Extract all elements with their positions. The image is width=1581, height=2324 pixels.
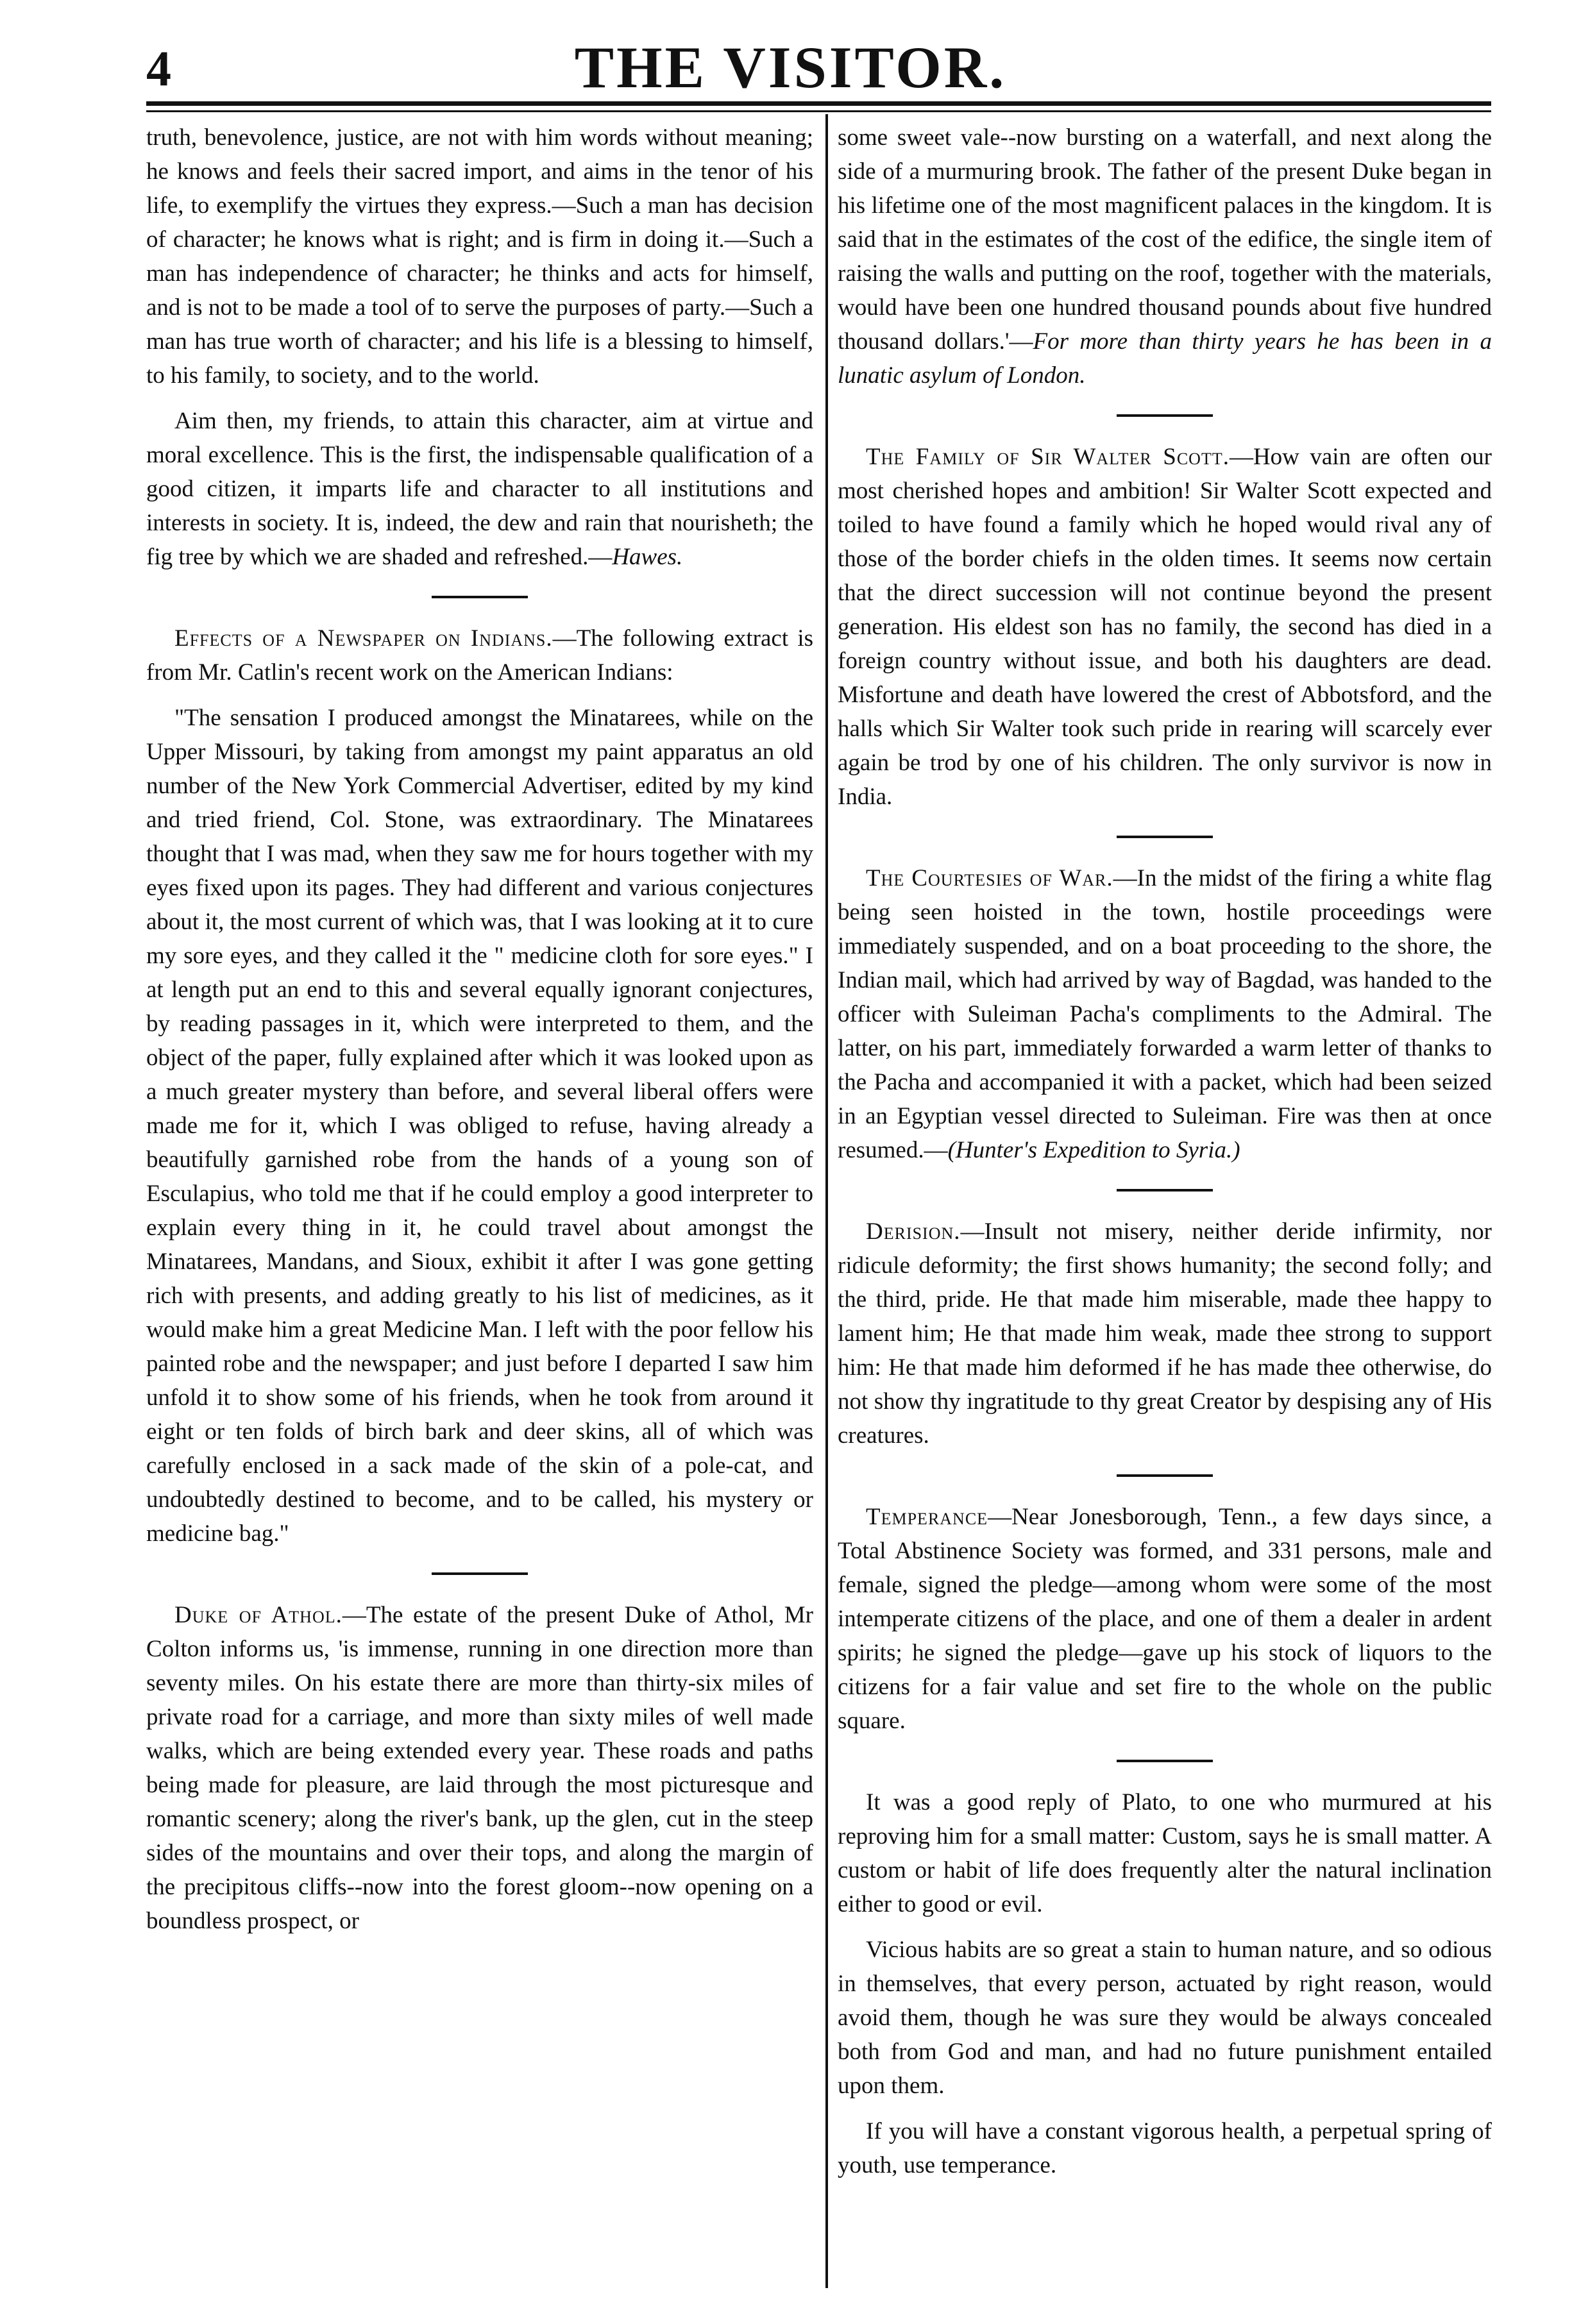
- paragraph-text: —Insult not misery, neither deride infirmity, nor ridicule deformity; the first shows humanity; the second folly; and the third, pride. He that made him miserable, made thee happy to lament him; He that made him weak, made thee strong to support him: He that made him deformed if he has made thee otherwise, do not show thy ingratitude to thy great Creator by despising any of His creatures.: [838, 1218, 1492, 1449]
- source-credit: (Hunter's Expedition to Syria.): [947, 1137, 1240, 1163]
- article-intro: —The following extract is from Mr. Catlin's recent work on the American Indians:: [146, 625, 813, 686]
- article-heading: Derision.: [866, 1218, 961, 1245]
- section-separator: [1117, 1474, 1213, 1477]
- article-heading: The Courtesies of War.: [866, 865, 1113, 891]
- paragraph-text: —The estate of the present Duke of Athol, Mr Colton informs us, 'is immense, running in one direction more than seventy miles. On his estate there are more than thirty-six miles of private road for a carriage, and more than sixty miles of well made walks, which are being extended every year. These roads and paths being made for pleasure, are laid through the most picturesque and romantic scenery; along the river's bank, up the glen, cut in the steep sides of the mountains and over their tops, and along the margin of the precipitous cliffs--now into the forest gloom--now opening on a boundless prospect, or: [146, 1602, 813, 1934]
- article-courtesies-of-war: [838, 861, 1492, 1167]
- article-note: For more than thirty years he has been in a lunatic asylum of London.: [838, 328, 1492, 389]
- section-separator: [1117, 1760, 1213, 1762]
- column-divider: [825, 114, 828, 2288]
- masthead-rule: [146, 101, 1491, 106]
- page-number: 4: [146, 40, 171, 96]
- paragraph-plato: [838, 1785, 1492, 1921]
- masthead: THE VISITOR.: [574, 35, 1007, 100]
- article-paragraph: [146, 404, 813, 574]
- article-continuation: [146, 121, 813, 392]
- article-temperance: [838, 1500, 1492, 1738]
- paragraph-text: —Near Jonesborough, Tenn., a few days since, a Total Abstinence Society was formed, and 331 persons, male and female, signed the pledge—among whom were some of the most intemperate citizens of the place, and one of them a dealer in ardent spirits; he signed the pledge—gave up his stock of liquors to the citizens for a fair value and set fire to the whole on the public square.: [838, 1504, 1492, 1734]
- article-heading: The Family of Sir Walter Scott.: [866, 444, 1230, 470]
- paragraph-text: some sweet vale--now bursting on a waterfall, and next along the side of a murmuring brook. The father of the present Duke began in his lifetime one of the most magnificent palaces in the kingdom. It is said that in the estimates of the cost of the edifice, the single item of raising the walls and putting on the roof, together with the materials, would have been one hundred thousand pounds about five hundred thousand dollars.'—: [838, 124, 1492, 355]
- paragraph-text: It was a good reply of Plato, to one who murmured at his reproving him for a small matter: Custom, says he is small matter. A custom or habit of life does frequently alter the natural inclination either to good or evil.: [838, 1789, 1492, 1917]
- article-newspaper-indians: [146, 621, 813, 689]
- paragraph-vicious-habits: [838, 1933, 1492, 2103]
- masthead-rule-thin: [146, 110, 1491, 112]
- section-separator: [1117, 1189, 1213, 1191]
- paragraph-text: —In the midst of the firing a white flag being seen hoisted in the town, hostile proceedings were immediately suspended, and on a boat proceeding to the shore, the Indian mail, which had arrived by way of Bagdad, was handed to the officer with Suleiman Pacha's compliments to the Admiral. The latter, on his part, immediately forwarded a warm letter of thanks to the Pacha and accompanied it with a packet, which had been seized in an Egyptian vessel directed to Suleiman. Fire was then at once resumed.—: [838, 865, 1492, 1163]
- author-credit: Hawes.: [612, 544, 683, 570]
- article-duke-of-athol: [146, 1598, 813, 1938]
- left-column: [146, 121, 813, 1949]
- paragraph-text: —How vain are often our most cherished hopes and ambition! Sir Walter Scott expected and toiled to have found a family which he hoped would rival any of those of the border chiefs in the olden times. It seems now certain that the direct succession will not continue beyond the present generation. His eldest son has no family, the second has died in a foreign country without issue, and both his daughters are dead. Misfortune and death have lowered the crest of Abbotsford, and the halls which Sir Walter took such pride in rearing will scarcely ever again be trod by one of his children. The only survivor is now in India.: [838, 444, 1492, 810]
- paragraph-text: "The sensation I produced amongst the Minatarees, while on the Upper Missouri, by taking from amongst my paint apparatus an old number of the New York Commercial Advertiser, edited by my kind and tried friend, Col. Stone, was extraordinary. The Minatarees thought that I was mad, when they saw me for hours together with my eyes fixed upon its pages. They had different and various conjectures about it, the most current of which was, that I was looking at it to cure my sore eyes, and they called it the " medicine cloth for sore eyes." I at length put an end to this and several equally ignorant conjectures, by reading passages in it, which were interpreted to them, and the object of the paper, fully explained after which it was looked upon as a much greater mystery than before, and several liberal offers were made me for it, which I was obliged to refuse, having already a beautifully garnished robe from the hands of a young son of Esculapius, who told me that if he could employ a good interpreter to explain every thing in it, he could travel about amongst the Minatarees, Mandans, and Sioux, exhibit it after I was gone getting rich with presents, and adding greatly to his list of medicines, as it would make him a great Medicine Man. I left with the poor fellow his painted robe and the newspaper; and just before I departed I saw him unfold it to show some of his friends, when he took from around it eight or ten folds of birch bark and deer skins, all of which was carefully enclosed in a sack made of the skin of a pole-cat, and undoubtedly destined to become, and to be called, his mystery or medicine bag.": [146, 705, 813, 1547]
- section-separator: [1117, 414, 1213, 417]
- right-column: [838, 121, 1492, 2194]
- article-heading: Effects of a Newspaper on Indians.: [174, 625, 553, 652]
- section-separator: [1117, 836, 1213, 838]
- article-derision: [838, 1215, 1492, 1453]
- article-continuation: [838, 121, 1492, 392]
- section-separator: [432, 1572, 528, 1575]
- article-quote: [146, 701, 813, 1551]
- article-heading: Duke of Athol.: [174, 1602, 342, 1628]
- section-separator: [432, 596, 528, 598]
- article-walter-scott: [838, 440, 1492, 814]
- paragraph-text: If you will have a constant vigorous health, a perpetual spring of youth, use temperance.: [838, 2118, 1492, 2178]
- paragraph-text: Aim then, my friends, to attain this character, aim at virtue and moral excellence. This is the first, the indispensable qualification of a good citizen, it imparts life and character to all institutions and interests in society. It is, indeed, the dew and rain that nourisheth; the fig tree by which we are shaded and refreshed.—: [146, 408, 813, 570]
- article-heading: Temperance: [866, 1504, 988, 1530]
- paragraph-text: Vicious habits are so great a stain to human nature, and so odious in themselves, that every person, actuated by right reason, would avoid them, though he was sure they would be always concealed both from God and man, and had no future punishment entailed upon them.: [838, 1937, 1492, 2099]
- paragraph-text: truth, benevolence, justice, are not with him words without meaning; he knows and feels their sacred import, and aims in the tenor of his life, to exemplify the virtues they express.—Such a man has decision of character; he knows what is right; and is firm in doing it.—Such a man has independence of character; he thinks and acts for himself, and is not to be made a tool of to serve the purposes of party.—Such a man has true worth of character; and his life is a blessing to himself, to his family, to society, and to the world.: [146, 124, 813, 389]
- paragraph-vigorous-health: [838, 2114, 1492, 2182]
